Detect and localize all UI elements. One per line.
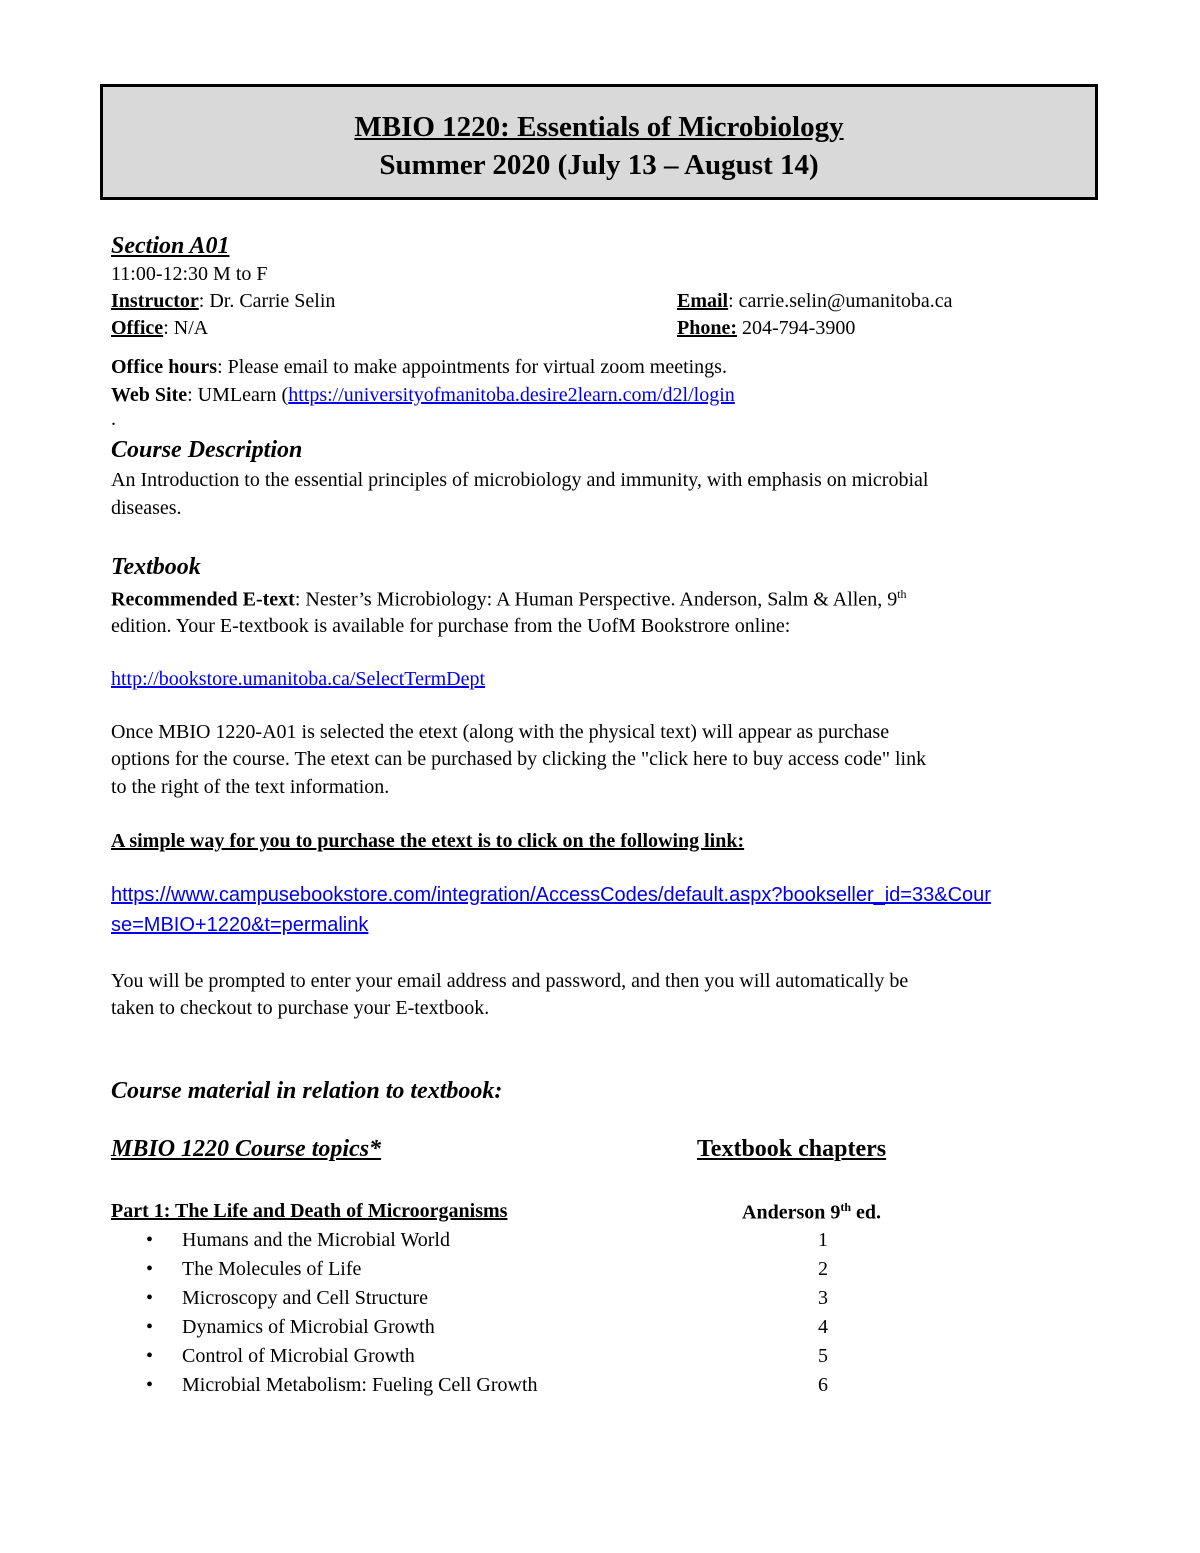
description-line-2: diseases. (111, 497, 182, 519)
chapter-number: 1 (818, 1229, 828, 1251)
email-value: : carrie.selin@umanitoba.ca (728, 290, 953, 312)
purchase-para-line-1: Once MBIO 1220-A01 is selected the etext (along with the physical text) will appear as purchase (111, 721, 890, 743)
bookstore-link[interactable]: http://bookstore.umanitoba.ca/SelectTermDept (111, 668, 486, 690)
bullet-icon: • (146, 1287, 154, 1309)
instructor-value: : Dr. Carrie Selin (198, 290, 336, 312)
description-line-1: An Introduction to the essential principles of microbiology and immunity, with emphasis on microbial (111, 469, 929, 491)
simple-way-heading: A simple way for you to purchase the etext is to click on the following link: (111, 830, 745, 852)
bullet-icon: • (146, 1345, 154, 1367)
bullet-icon: • (146, 1316, 154, 1338)
prompt-para-line-1: You will be prompted to enter your email address and password, and then you will automatically be (111, 970, 909, 992)
chapter-number: 2 (818, 1258, 828, 1280)
office-hours-label: Office hours (111, 356, 218, 378)
topics-heading: MBIO 1220 Course topics* (111, 1136, 382, 1162)
course-title: MBIO 1220: Essentials of Microbiology (354, 111, 844, 143)
edition-suffix: ed. (851, 1201, 882, 1224)
part1-heading: Part 1: The Life and Death of Microorganisms (111, 1200, 508, 1222)
stray-period: . (111, 408, 116, 430)
office-line (111, 317, 208, 340)
recommended-label: Recommended E-text (111, 588, 295, 611)
edition-heading-sup: th (840, 1200, 852, 1214)
recommended-line (111, 587, 907, 612)
office-hours-value: : Please email to make appointments for virtual zoom meetings. (217, 356, 727, 378)
office-hours-line (111, 356, 727, 379)
purchase-para-line-3: to the right of the text information. (111, 776, 390, 798)
edition-sup: th (897, 587, 907, 601)
website-line (111, 384, 735, 407)
email-label: Email (677, 290, 729, 312)
purchase-para-line-2: options for the course. The etext can be purchased by clicking the "click here to buy access code" link (111, 748, 927, 770)
office-value: : N/A (163, 317, 209, 339)
section-heading: Section A01 (111, 233, 230, 259)
textbook-heading: Textbook (111, 554, 201, 580)
chapter-number: 6 (818, 1374, 828, 1396)
material-heading: Course material in relation to textbook: (111, 1078, 503, 1104)
instructor-label: Instructor (111, 290, 199, 312)
email-line (677, 290, 953, 313)
chapters-heading: Textbook chapters (697, 1136, 887, 1162)
chapter-number: 4 (818, 1316, 828, 1338)
bullet-icon: • (146, 1229, 154, 1251)
instructor-line (111, 290, 335, 313)
topic-item: The Molecules of Life (182, 1258, 362, 1280)
section-time: 11:00-12:30 M to F (111, 263, 268, 285)
prompt-para-line-2: taken to checkout to purchase your E-textbook. (111, 997, 490, 1019)
topic-item: Microscopy and Cell Structure (182, 1287, 429, 1309)
topic-item: Dynamics of Microbial Growth (182, 1316, 435, 1338)
topic-item: Control of Microbial Growth (182, 1345, 415, 1367)
recommended-value: : Nester’s Microbiology: A Human Perspective. Anderson, Salm & Allen, 9 (294, 588, 898, 611)
bullet-icon: • (146, 1374, 154, 1396)
bullet-icon: • (146, 1258, 154, 1280)
phone-line (677, 317, 855, 340)
phone-label: Phone: (677, 317, 737, 339)
topic-item: Microbial Metabolism: Fueling Cell Growth (182, 1374, 538, 1396)
campus-link-line-1[interactable]: https://www.campusebookstore.com/integration/AccessCodes/default.aspx?bookseller_id=33&Cour (111, 884, 991, 906)
topic-item: Humans and the Microbial World (182, 1229, 450, 1251)
edition-label: Anderson 9 (742, 1201, 841, 1224)
campus-link-line-2[interactable]: se=MBIO+1220&t=permalink (111, 914, 369, 936)
website-label: Web Site (111, 384, 188, 406)
edition-heading (742, 1200, 881, 1225)
course-term: Summer 2020 (July 13 – August 14) (379, 149, 819, 181)
title-box (100, 84, 1098, 200)
website-prefix: : UMLearn ( (187, 384, 289, 406)
description-heading: Course Description (111, 437, 303, 463)
office-label: Office (111, 317, 164, 339)
phone-value: 204-794-3900 (737, 317, 856, 339)
chapter-number: 5 (818, 1345, 828, 1367)
umlearn-link[interactable]: https://universityofmanitoba.desire2learn.com/d2l/login (288, 384, 735, 406)
chapter-number: 3 (818, 1287, 828, 1309)
textbook-line-2: edition. Your E-textbook is available for purchase from the UofM Bookstrore online: (111, 615, 791, 637)
